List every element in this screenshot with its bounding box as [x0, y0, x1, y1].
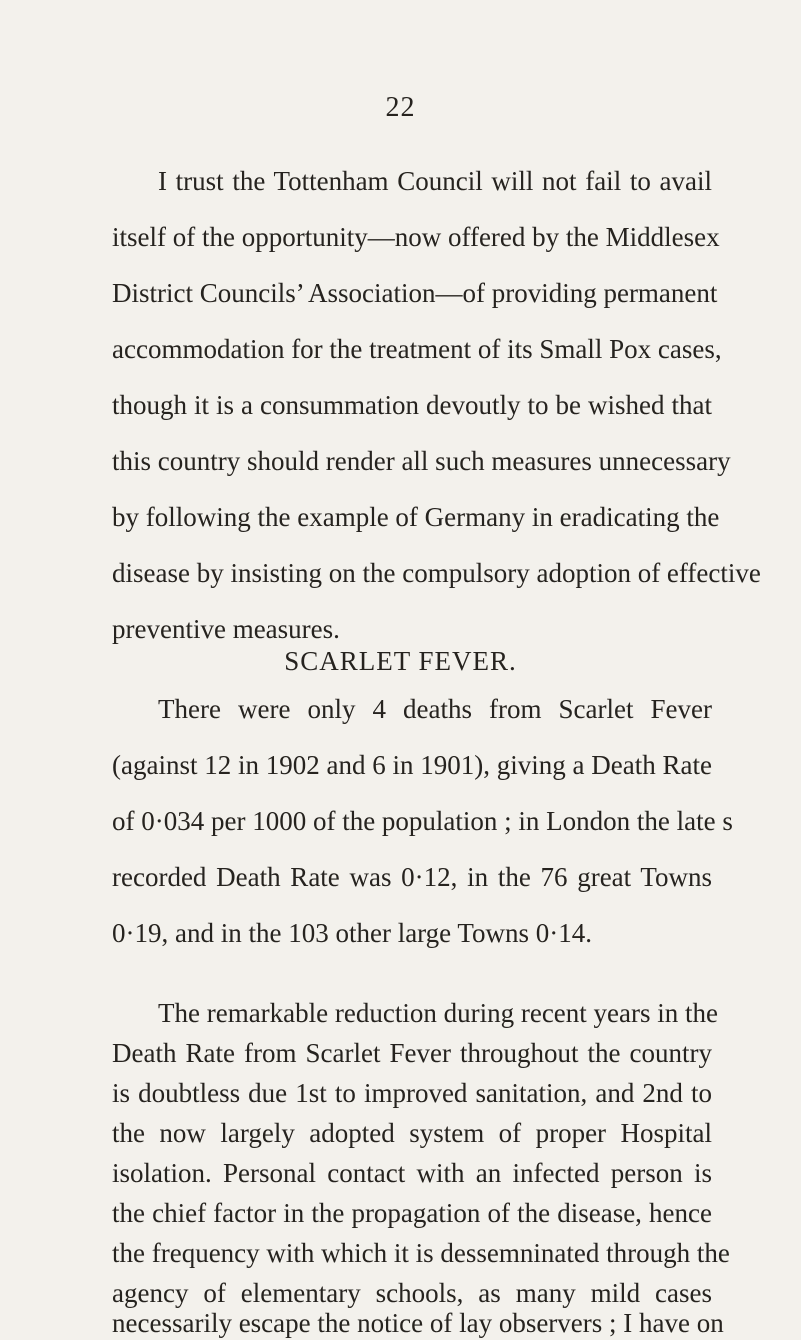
text-line: accommodation for the treatment of its Small Pox cases, [112, 334, 722, 364]
text-line: this country should render all such measures unnecessary [112, 446, 731, 476]
text-line: agency of elementary schools, as many mild cases [112, 1278, 712, 1308]
text-line: disease by insisting on the compulsory adoption of effective [112, 558, 761, 588]
text-line: (against 12 in 1902 and 6 in 1901), giving a Death Rate [112, 750, 712, 780]
text-line: I trust the Tottenham Council will not fail to avail [158, 166, 712, 196]
text-line: Death Rate from Scarlet Fever throughout the country [112, 1038, 712, 1068]
text-line: the frequency with which it is dessemninated through the [112, 1238, 730, 1268]
text-line: preventive measures. [112, 614, 340, 644]
text-line: is doubtless due 1st to improved sanitation, and 2nd to [112, 1078, 712, 1108]
text-line: itself of the opportunity—now offered by the Middlesex [112, 222, 720, 252]
text-line: recorded Death Rate was 0·12, in the 76 great Towns [112, 862, 712, 892]
text-line: of 0·034 per 1000 of the population ; in London the late s [112, 806, 733, 836]
text-line: District Councils’ Association—of providing permanent [112, 278, 718, 308]
text-line: though it is a consummation devoutly to be wished that [112, 390, 712, 420]
section-heading: SCARLET FEVER. [284, 646, 517, 676]
text-line: by following the example of Germany in eradicating the [112, 502, 720, 532]
text-line: 0·19, and in the 103 other large Towns 0·14. [112, 918, 593, 948]
text-line: isolation. Personal contact with an infected person is [112, 1158, 712, 1188]
text-line: the chief factor in the propagation of the disease, hence [112, 1198, 712, 1228]
text-line: The remarkable reduction during recent years in the [158, 998, 718, 1028]
page-number: 22 [385, 92, 416, 123]
text-line: necessarily escape the notice of lay observers ; I have on [112, 1308, 724, 1338]
text-line: the now largely adopted system of proper Hospital [112, 1118, 712, 1148]
text-line: There were only 4 deaths from Scarlet Fever [158, 694, 712, 724]
